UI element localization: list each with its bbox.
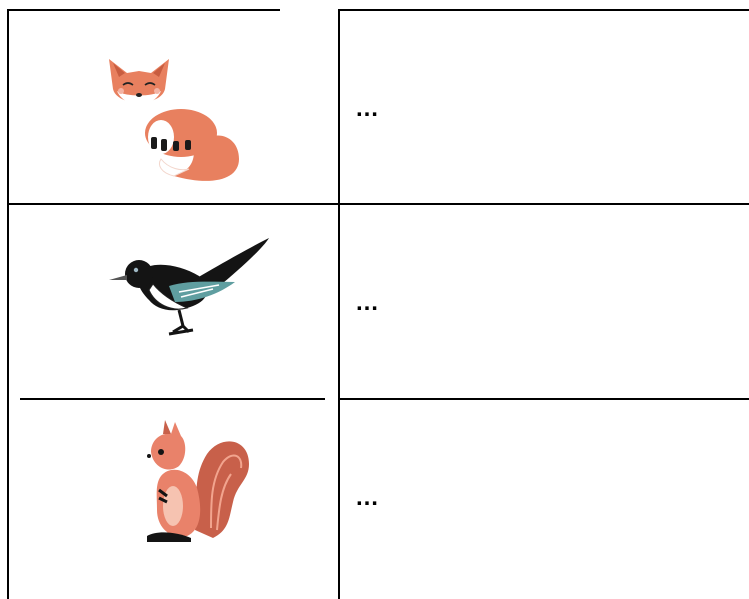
table-top-border-right: [338, 9, 749, 11]
squirrel-icon: [137, 418, 257, 549]
table-row: [9, 205, 380, 398]
column-divider: [338, 9, 340, 599]
answer-blank[interactable]: …: [355, 484, 380, 511]
table-row: [9, 11, 380, 203]
magpie-icon: [109, 230, 274, 347]
table-row: [9, 400, 380, 599]
row-divider-2-right: [338, 398, 749, 400]
fox-icon: [99, 41, 249, 191]
answer-blank[interactable]: …: [355, 289, 380, 316]
answer-blank[interactable]: …: [355, 95, 380, 122]
